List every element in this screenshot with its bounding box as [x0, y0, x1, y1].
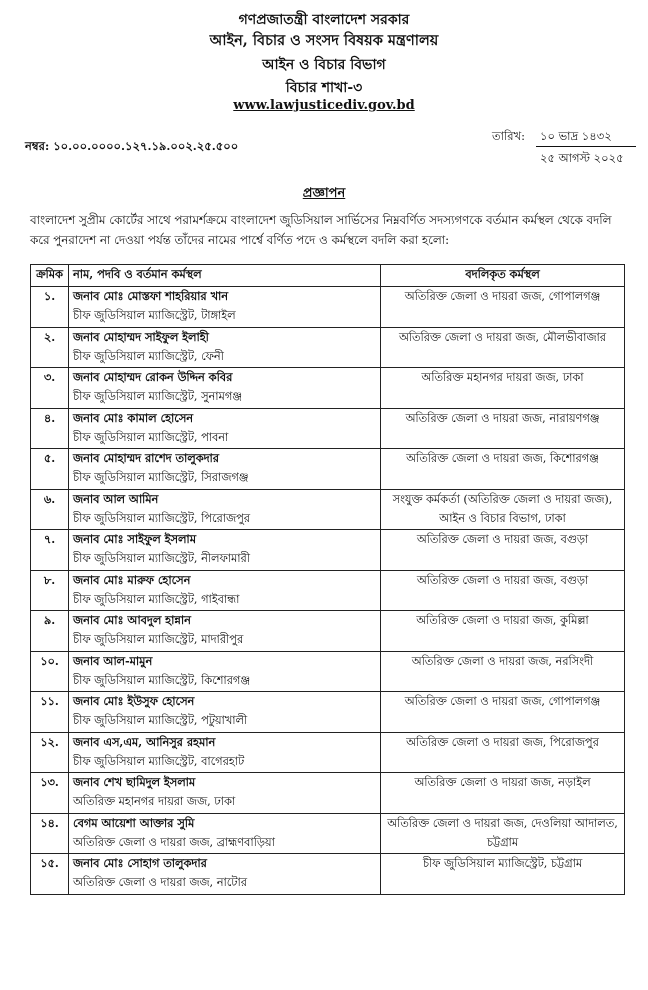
current-posting: চীফ জুডিসিয়াল ম্যাজিস্ট্রেট, মাদারীপুর [73, 633, 244, 646]
row-name-cell [69, 813, 381, 854]
row-name-cell [69, 732, 381, 773]
date-divider [536, 146, 636, 147]
table-row [31, 530, 625, 571]
officer-name: জনাব আল-মামুন [73, 653, 153, 668]
row-name-cell [69, 854, 381, 895]
row-name-cell [69, 287, 381, 328]
table-header-row [31, 265, 625, 287]
row-serial: ১৫. [31, 854, 69, 895]
current-posting: অতিরিক্ত জেলা ও দায়রা জজ, ব্রাহ্মণবাড়িয়া [73, 835, 275, 849]
current-posting: অতিরিক্ত মহানগর দায়রা জজ, ঢাকা [73, 795, 236, 808]
new-posting: চীফ জুডিসিয়াল ম্যাজিস্ট্রেট, চট্টগ্রাম [381, 854, 625, 895]
row-name-cell [69, 327, 381, 368]
officer-name: বেগম আয়েশা আক্তার সুমি [73, 815, 195, 830]
table-row [31, 449, 625, 490]
new-posting: অতিরিক্ত জেলা ও দায়রা জজ, নারায়ণগঞ্জ [381, 408, 625, 449]
date-gregorian: ২৫ আগস্ট ২০২৫ [540, 151, 624, 165]
current-posting: চীফ জুডিসিয়াল ম্যাজিস্ট্রেট, নীলফামারী [73, 552, 250, 565]
new-posting: অতিরিক্ত জেলা ও দায়রা জজ, পিরোজপুর [381, 732, 625, 773]
column-header-name: নাম, পদবি ও বর্তমান কর্মস্থল [69, 265, 381, 287]
table-row [31, 287, 625, 328]
officer-name: জনাব মোহাম্মদ রাশেদ তালুকদার [73, 451, 220, 465]
government-title: গণপ্রজাতন্ত্রী বাংলাদেশ সরকার [238, 12, 410, 28]
table-row [31, 854, 625, 895]
new-posting: অতিরিক্ত মহানগর দায়রা জজ, ঢাকা [381, 368, 625, 409]
current-posting: চীফ জুডিসিয়াল ম্যাজিস্ট্রেট, ফেনী [73, 349, 224, 363]
row-serial: ৯. [31, 611, 69, 652]
officer-name: জনাব মোঃ মারুফ হোসেন [73, 572, 191, 587]
table-row [31, 813, 625, 854]
row-name-cell [69, 449, 381, 490]
current-posting: চীফ জুডিসিয়াল ম্যাজিস্ট্রেট, পটুয়াখালী [73, 714, 248, 727]
current-posting: চীফ জুডিসিয়াল ম্যাজিস্ট্রেট, বাগেরহাট [73, 754, 245, 768]
website-link[interactable]: www.lawjusticediv.gov.bd [233, 98, 415, 113]
table-row [31, 651, 625, 692]
officer-name: জনাব মোঃ ইউসুফ হোসেন [73, 694, 195, 708]
row-name-cell [69, 773, 381, 814]
officer-name: জনাব মোঃ সোহাগ তালুকদার [73, 856, 207, 870]
row-serial: ১৩. [31, 773, 69, 814]
new-posting: অতিরিক্ত জেলা ও দায়রা জজ, বগুড়া [381, 530, 625, 571]
row-serial: ৮. [31, 570, 69, 611]
officer-name: জনাব এস,এম, আনিসুর রহমান [73, 734, 216, 749]
new-posting: অতিরিক্ত জেলা ও দায়রা জজ, নরসিংদী [381, 651, 625, 692]
date-bangla: ১০ ভাদ্র ১৪৩২ [540, 129, 612, 143]
section-title: বিচার শাখা-৩ [285, 80, 363, 96]
transfer-table [30, 264, 625, 895]
row-serial: ১৪. [31, 813, 69, 854]
table-row [31, 368, 625, 409]
ministry-title: আইন, বিচার ও সংসদ বিষয়ক মন্ত্রণালয় [209, 32, 439, 49]
row-serial: ১. [31, 287, 69, 328]
row-serial: ৩. [31, 368, 69, 409]
row-name-cell [69, 611, 381, 652]
new-posting: অতিরিক্ত জেলা ও দায়রা জজ, নড়াইল [381, 773, 625, 814]
row-name-cell [69, 530, 381, 571]
new-posting: অতিরিক্ত জেলা ও দায়রা জজ, কুমিল্লা [381, 611, 625, 652]
new-posting: অতিরিক্ত জেলা ও দায়রা জজ, দেওলিয়া আদালত, চট্টগ্রাম [381, 813, 625, 854]
current-posting: চীফ জুডিসিয়াল ম্যাজিস্ট্রেট, পাবনা [73, 430, 229, 444]
current-posting: চীফ জুডিসিয়াল ম্যাজিস্ট্রেট, টাঙ্গাইল [73, 309, 236, 322]
row-serial: ৬. [31, 489, 69, 530]
column-header-serial: ক্রমিক [31, 265, 69, 287]
current-posting: চীফ জুডিসিয়াল ম্যাজিস্ট্রেট, সুনামগঞ্জ [73, 390, 242, 403]
row-serial: ১২. [31, 732, 69, 773]
officer-name: জনাব মোঃ মোস্তফা শাহরিয়ার খান [73, 289, 229, 303]
row-serial: ৫. [31, 449, 69, 490]
new-posting: সংযুক্ত কর্মকর্তা (অতিরিক্ত জেলা ও দায়রা জজ), আইন ও বিচার বিভাগ, ঢাকা [381, 489, 625, 530]
officer-name: জনাব মোঃ সাইফুল ইসলাম [73, 532, 196, 546]
row-name-cell [69, 570, 381, 611]
row-serial: ১১. [31, 692, 69, 733]
column-header-posting: বদলিকৃত কর্মস্থল [381, 265, 625, 287]
new-posting: অতিরিক্ত জেলা ও দায়রা জজ, কিশোরগঞ্জ [381, 449, 625, 490]
division-title: আইন ও বিচার বিভাগ [262, 57, 386, 73]
officer-name: জনাব মোহাম্মদ সাইফুল ইলাহী [73, 329, 209, 344]
table-row [31, 408, 625, 449]
current-posting: চীফ জুডিসিয়াল ম্যাজিস্ট্রেট, পিরোজপুর [73, 511, 250, 525]
table-row [31, 489, 625, 530]
new-posting: অতিরিক্ত জেলা ও দায়রা জজ, গোপালগঞ্জ [381, 287, 625, 328]
table-row [31, 692, 625, 733]
row-serial: ২. [31, 327, 69, 368]
current-posting: চীফ জুডিসিয়াল ম্যাজিস্ট্রেট, গাইবান্ধা [73, 592, 240, 606]
memo-number: নম্বর: ১০.০০.০০০০.১২৭.১৯.০০২.২৫.৫০০ [25, 139, 239, 153]
table-row [31, 611, 625, 652]
row-serial: ৪. [31, 408, 69, 449]
officer-name: জনাব মোহাম্মদ রোকন উদ্দিন কবির [73, 370, 233, 384]
table-row [31, 327, 625, 368]
table-row [31, 773, 625, 814]
current-posting: অতিরিক্ত জেলা ও দায়রা জজ, নাটোর [73, 876, 247, 889]
officer-name: জনাব আল আমিন [73, 491, 159, 506]
date-label: তারিখ: [492, 129, 526, 143]
table-row [31, 570, 625, 611]
row-name-cell [69, 692, 381, 733]
row-serial: ৭. [31, 530, 69, 571]
new-posting: অতিরিক্ত জেলা ও দায়রা জজ, বগুড়া [381, 570, 625, 611]
officer-name: জনাব শেখ ছামিদুল ইসলাম [73, 775, 196, 789]
table-row [31, 732, 625, 773]
row-name-cell [69, 408, 381, 449]
intro-paragraph: বাংলাদেশ সুপ্রীম কোর্টের সাথে পরামর্শক্রমে বাংলাদেশ জুডিসিয়াল সার্ভিসের নিম্নবর্ণিত সদস্যগণকে বর্তমান কর্মস্থল থেকে বদলি করে পুনরাদেশ না দেওয়া পর্যন্ত তাঁদের নামের পার্শ্বে বর্ণিত পদে ও কর্মস্থলে বদলি করা হলো: [30, 213, 612, 247]
notification-title: প্রজ্ঞাপন [302, 186, 346, 201]
officer-name: জনাব মোঃ কামাল হোসেন [73, 410, 194, 425]
new-posting: অতিরিক্ত জেলা ও দায়রা জজ, মৌলভীবাজার [381, 327, 625, 368]
row-name-cell [69, 368, 381, 409]
row-name-cell [69, 651, 381, 692]
row-name-cell [69, 489, 381, 530]
row-serial: ১০. [31, 651, 69, 692]
new-posting: অতিরিক্ত জেলা ও দায়রা জজ, গোপালগঞ্জ [381, 692, 625, 733]
current-posting: চীফ জুডিসিয়াল ম্যাজিস্ট্রেট, সিরাজগঞ্জ [73, 471, 249, 484]
officer-name: জনাব মোঃ আবদুল হান্নান [73, 613, 191, 627]
current-posting: চীফ জুডিসিয়াল ম্যাজিস্ট্রেট, কিশোরগঞ্জ [73, 673, 250, 687]
